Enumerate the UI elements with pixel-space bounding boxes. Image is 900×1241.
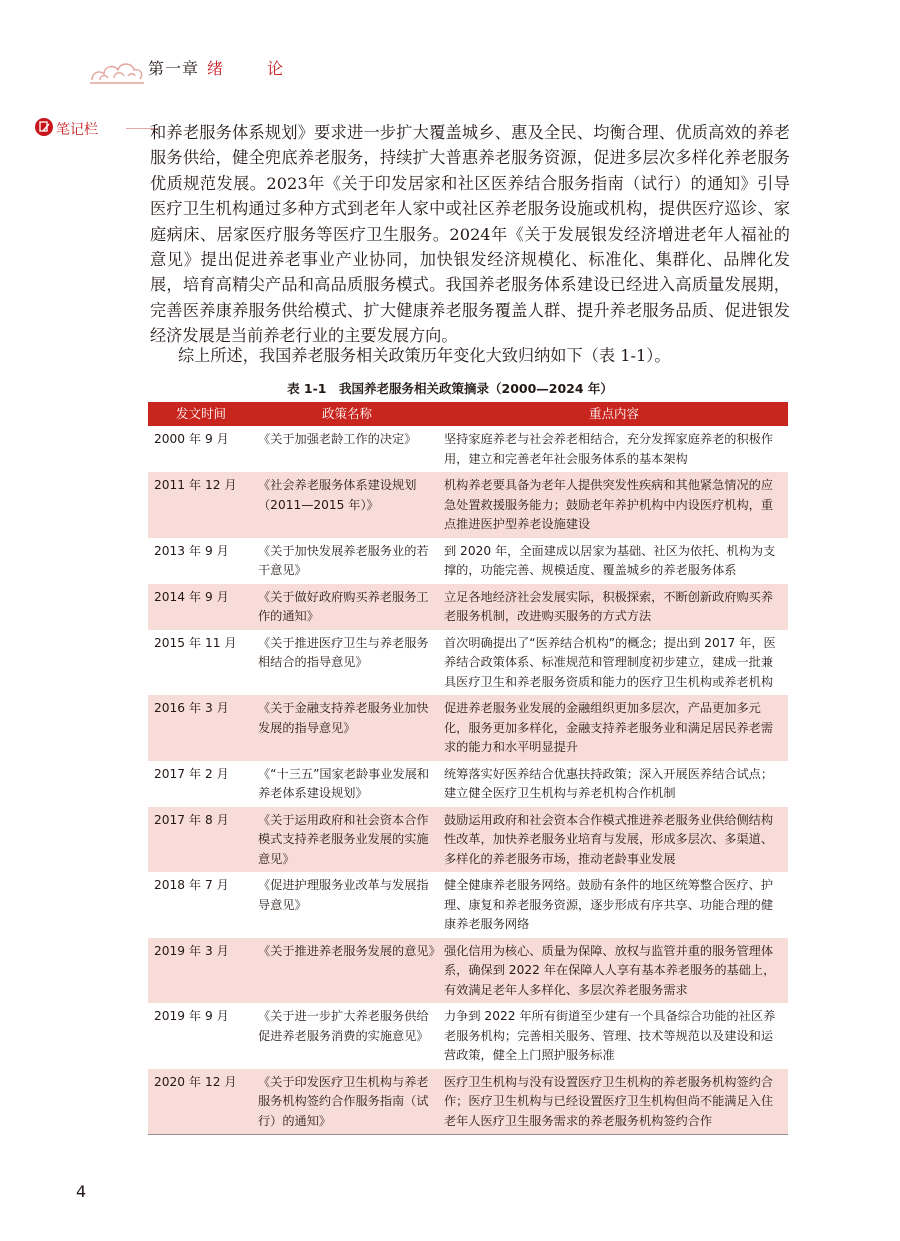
chapter-title — [148, 56, 297, 79]
table-row — [148, 695, 788, 761]
cell-name: 《关于印发医疗卫生机构与养老服务机构签约合作服务指南（试行）的通知》 — [254, 1069, 440, 1135]
table-caption: 表 1-1 我国养老服务相关政策摘录（2000—2024 年） — [287, 381, 613, 396]
cell-name: 《关于推进医疗卫生与养老服务相结合的指导意见》 — [254, 630, 440, 696]
cell-content: 健全健康养老服务网络。鼓励有条件的地区统筹整合医疗、护理、康复和养老服务资源，逐步形成有序共享、功能合理的健康养老服务网络 — [440, 872, 788, 938]
paragraph-text: 和养老服务体系规划》要求进一步扩大覆盖城乡、惠及全民、均衡合理、优质高效的养老服务供给，健全兜底养老服务，持续扩大普惠养老服务资源，促进多层次多样化养老服务优质规范发展。2023年《关于印发居家和社区医养结合服务指南（试行）的通知》引导医疗卫生机构通过多种方式到老年人家中或社区养老服务设施或机构，提供医疗巡诊、家庭病床、居家医疗服务等医疗卫生服务。2024年《关于发展银发经济增进老年人福祉的意见》提出促进养老事业产业协同，加快银发经济规模化、标准化、集群化、品牌化发展，培育高精尖产品和高品质服务模式。我国养老服务体系建设已经进入高质量发展期，完善医养康养服务供给模式、扩大健康养老服务覆盖人群、提升养老服务品质、促进银发经济发展是当前养老行业的主要发展方向。 — [150, 123, 790, 346]
cell-content: 强化信用为核心、质量为保障、放权与监管并重的服务管理体系，确保到 2022 年在保障人人享有基本养老服务的基础上，有效满足老年人多样化、多层次养老服务需求 — [440, 938, 788, 1004]
cell-content: 首次明确提出了“医养结合机构”的概念；提出到 2017 年，医养结合政策体系、标准规范和管理制度初步建立，建成一批兼具医疗卫生和养老服务资质和能力的医疗卫生机构或养老机构 — [440, 630, 788, 696]
cell-content: 坚持家庭养老与社会养老相结合，充分发挥家庭养老的积极作用，建立和完善老年社会服务体系的基本架构 — [440, 426, 788, 472]
chapter-number: 第一章 — [148, 59, 200, 78]
cell-date: 2016 年 3 月 — [148, 695, 254, 761]
cell-content: 鼓励运用政府和社会资本合作模式推进养老服务业供给侧结构性改革，加快养老服务业培育与发展，形成多层次、多渠道、多样化的养老服务市场，推动老龄事业发展 — [440, 807, 788, 873]
auspicious-cloud-icon — [88, 54, 146, 88]
cell-content: 促进养老服务业发展的金融组织更加多层次，产品更加多元化，服务更加多样化，金融支持养老服务业和满足居民养老需求的能力和水平明显提升 — [440, 695, 788, 761]
cell-date: 2020 年 12 月 — [148, 1069, 254, 1135]
cell-name: 《关于做好政府购买养老服务工作的通知》 — [254, 584, 440, 630]
cell-content: 力争到 2022 年所有街道至少建有一个具备综合功能的社区养老服务机构；完善相关服务、管理、技术等规范以及建设和运营政策，健全上门照护服务标准 — [440, 1003, 788, 1069]
cell-name: 《“十三五”国家老龄事业发展和养老体系建设规划》 — [254, 761, 440, 807]
header-content: 重点内容 — [440, 402, 788, 426]
policy-table — [148, 402, 788, 1135]
table-row — [148, 807, 788, 873]
table-row — [148, 1069, 788, 1135]
cell-date: 2013 年 9 月 — [148, 538, 254, 584]
cell-date: 2019 年 9 月 — [148, 1003, 254, 1069]
page-number: 4 — [76, 1182, 87, 1201]
cell-name: 《关于加强老龄工作的决定》 — [254, 426, 440, 472]
cell-content: 医疗卫生机构与没有设置医疗卫生机构的养老服务机构签约合作；医疗卫生机构与已经设置医疗卫生机构但尚不能满足入住老年人医疗卫生服务需求的养老服务机构签约合作 — [440, 1069, 788, 1135]
table-row — [148, 538, 788, 584]
header-date: 发文时间 — [148, 402, 254, 426]
cell-name: 《关于推进养老服务发展的意见》 — [254, 938, 440, 1004]
cell-content: 到 2020 年，全面建成以居家为基础、社区为依托、机构为支撑的，功能完善、规模适度、覆盖城乡的养老服务体系 — [440, 538, 788, 584]
cell-name: 《促进护理服务业改革与发展指导意见》 — [254, 872, 440, 938]
cell-date: 2011 年 12 月 — [148, 472, 254, 538]
table-header-row — [148, 402, 788, 426]
note-label: 笔记栏 — [56, 122, 98, 138]
cell-date: 2018 年 7 月 — [148, 872, 254, 938]
cell-name: 《关于运用政府和社会资本合作模式支持养老服务业发展的实施意见》 — [254, 807, 440, 873]
note-column-marker — [34, 117, 144, 141]
cell-date: 2015 年 11 月 — [148, 630, 254, 696]
cell-date: 2019 年 3 月 — [148, 938, 254, 1004]
cell-name: 《关于金融支持养老服务业加快发展的指导意见》 — [254, 695, 440, 761]
chapter-name: 绪 论 — [207, 59, 298, 78]
body-paragraph — [150, 120, 790, 349]
cell-date: 2000 年 9 月 — [148, 426, 254, 472]
header-name: 政策名称 — [254, 402, 440, 426]
summary-sentence: 综上所述，我国养老服务相关政策历年变化大致归纳如下（表 1-1）。 — [178, 346, 671, 365]
note-pencil-icon — [34, 117, 54, 137]
table-row — [148, 872, 788, 938]
table-row — [148, 761, 788, 807]
cell-name: 《关于加快发展养老服务业的若干意见》 — [254, 538, 440, 584]
cell-date: 2017 年 2 月 — [148, 761, 254, 807]
cell-content: 机构养老要具备为老年人提供突发性疾病和其他紧急情况的应急处置救援服务能力；鼓励老年养护机构中内设医疗机构，重点推进医护型养老设施建设 — [440, 472, 788, 538]
cell-date: 2014 年 9 月 — [148, 584, 254, 630]
cell-name: 《关于进一步扩大养老服务供给 促进养老服务消费的实施意见》 — [254, 1003, 440, 1069]
table-row — [148, 1003, 788, 1069]
table-row — [148, 472, 788, 538]
table-row — [148, 938, 788, 1004]
cell-content: 立足各地经济社会发展实际，积极探索，不断创新政府购买养老服务机制，改进购买服务的方式方法 — [440, 584, 788, 630]
table-row — [148, 426, 788, 472]
table-row — [148, 630, 788, 696]
cell-content: 统筹落实好医养结合优惠扶持政策；深入开展医养结合试点；建立健全医疗卫生机构与养老机构合作机制 — [440, 761, 788, 807]
cell-name: 《社会养老服务体系建设规划（2011—2015 年）》 — [254, 472, 440, 538]
cell-date: 2017 年 8 月 — [148, 807, 254, 873]
table-row — [148, 584, 788, 630]
